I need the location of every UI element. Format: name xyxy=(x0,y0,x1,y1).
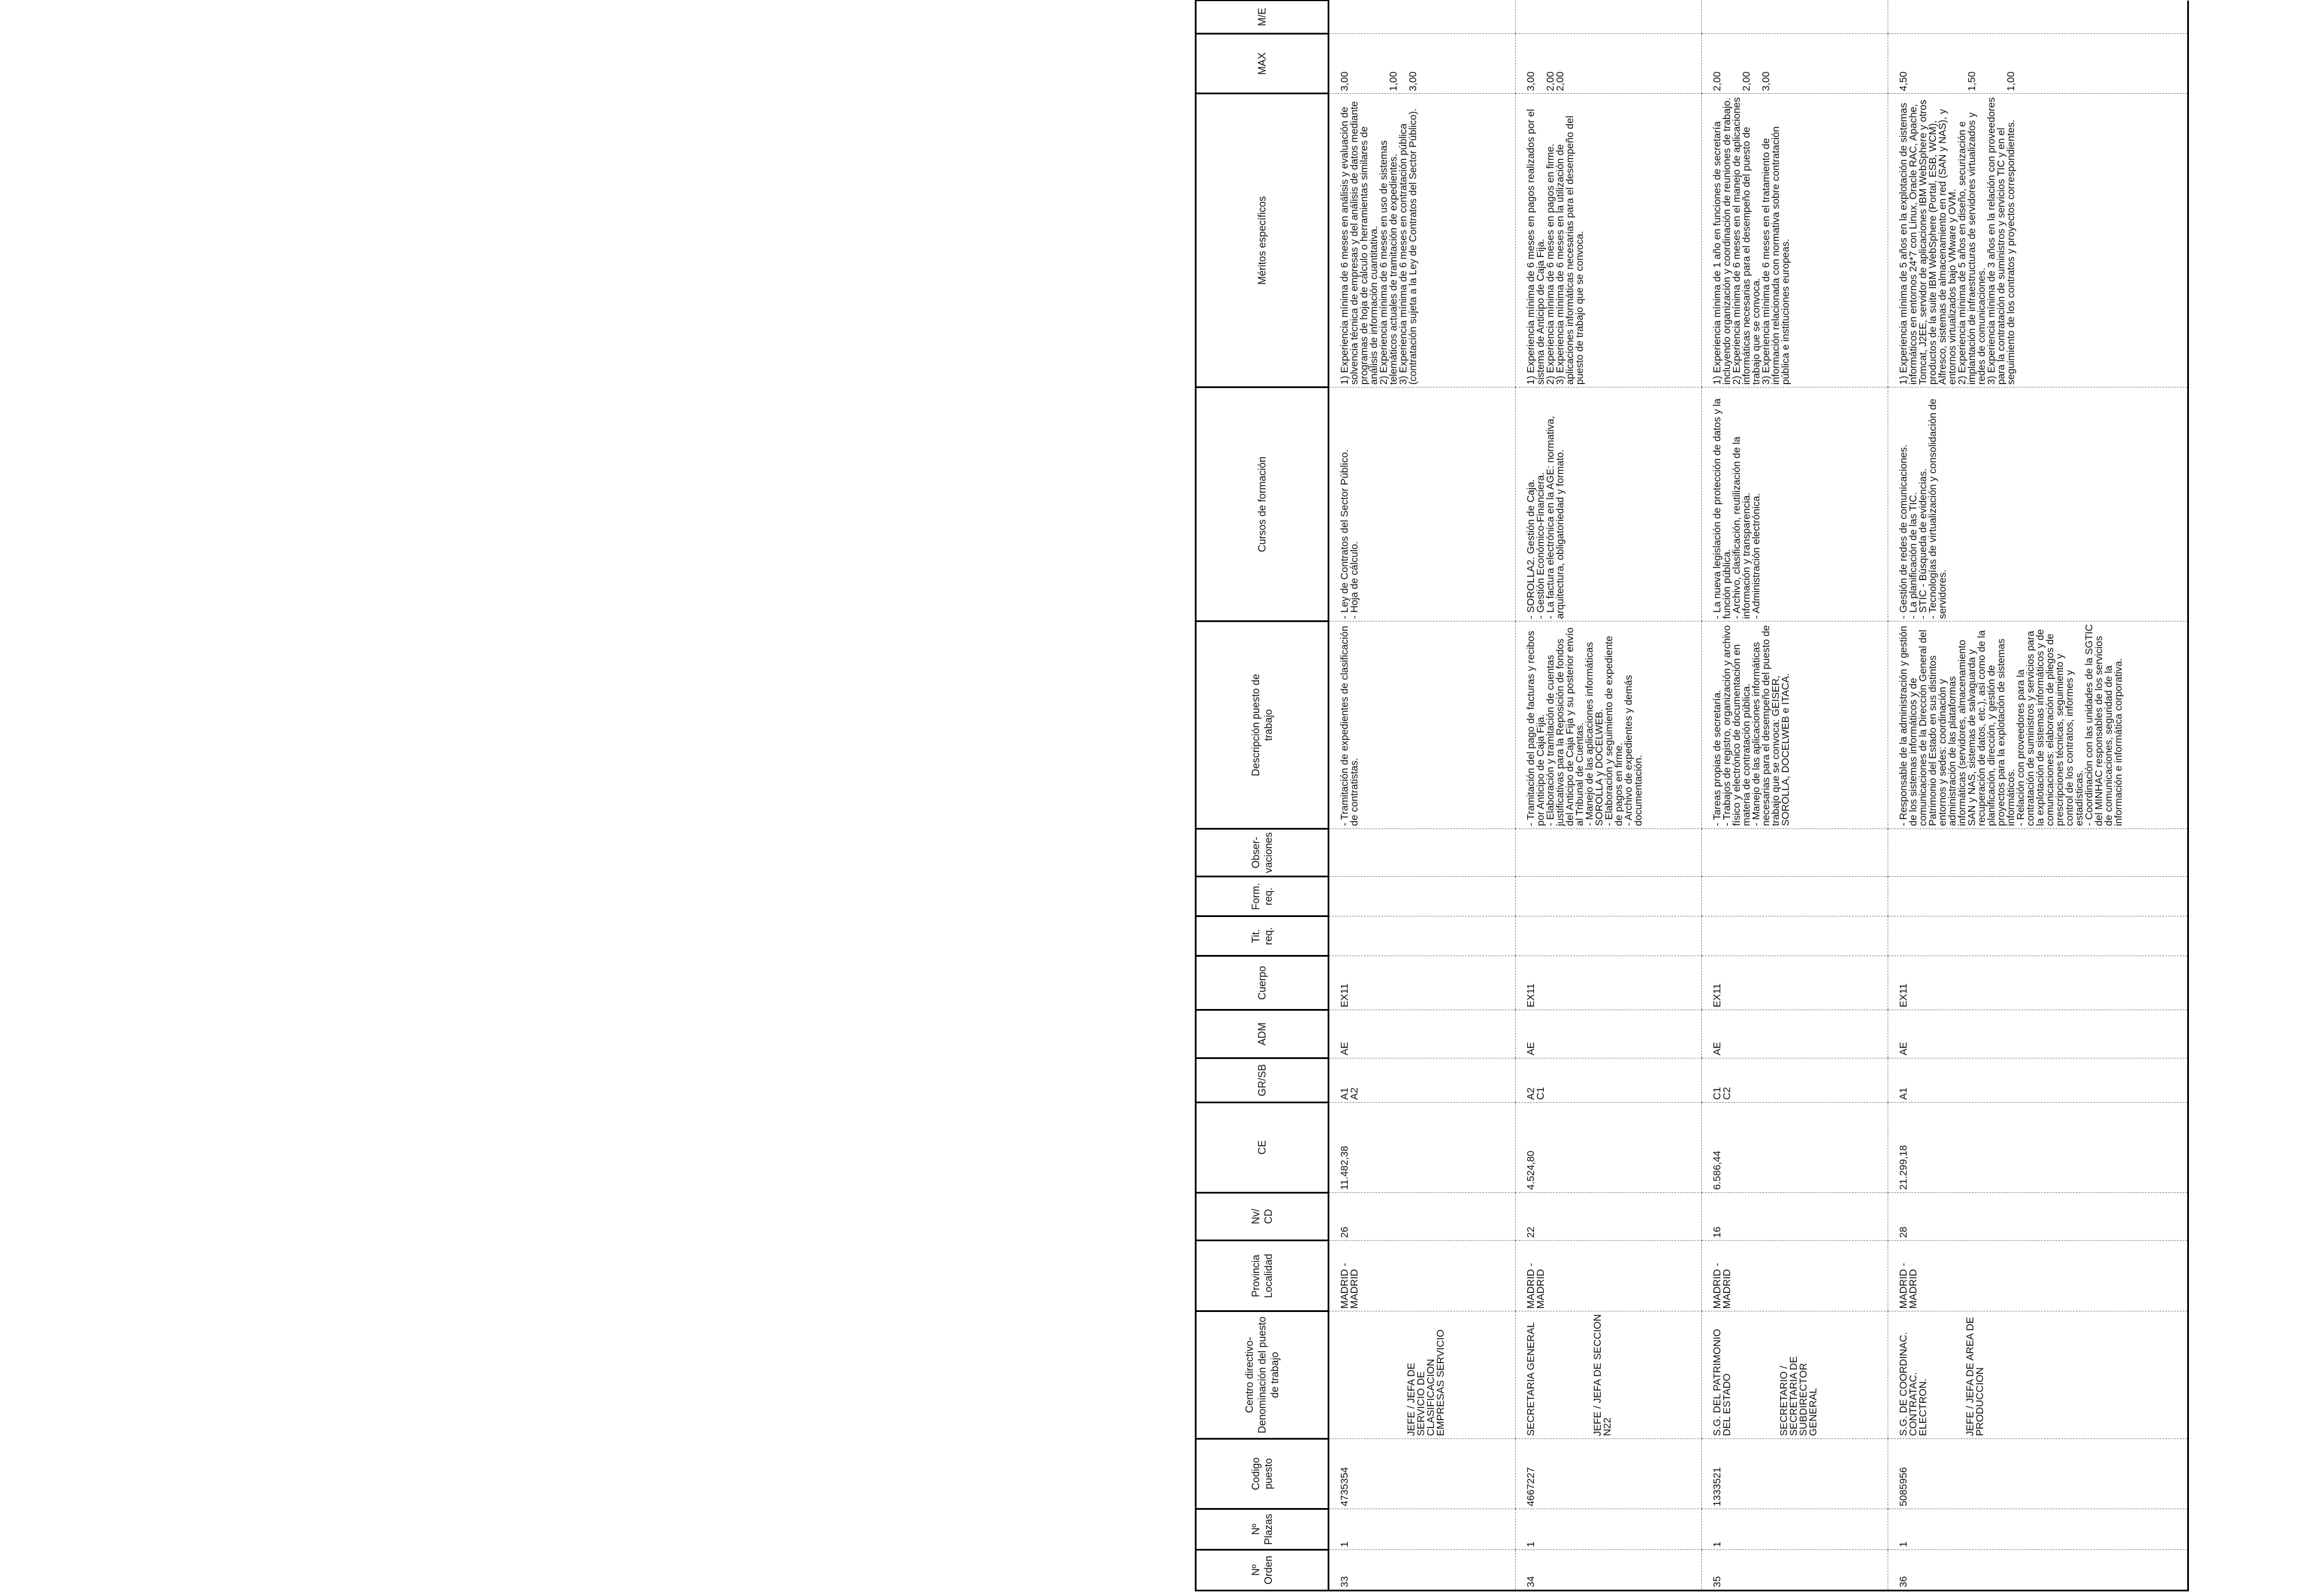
cell-orden: 33 xyxy=(1329,1549,1516,1590)
cell-obs xyxy=(1888,828,2188,877)
denominacion-puesto: JEFE / JEFA DE SECCION N22 xyxy=(1592,1314,1613,1436)
cell-ce: 21.299,18 xyxy=(1888,1102,2188,1192)
cell-cuerpo: EX11 xyxy=(1888,956,2188,1010)
cell-nivel: 16 xyxy=(1702,1192,1888,1241)
header-obs: Obser- vaciones xyxy=(1196,828,1329,877)
table-row xyxy=(1702,1,1888,1591)
cell-obs xyxy=(1329,828,1516,877)
header-descripcion: Descripción puesto de trabajo xyxy=(1196,621,1329,828)
header-tit: Tit. req. xyxy=(1196,916,1329,956)
denominacion-puesto: JEFE / JEFA DE SERVICIO DE CLASIFICACION EMPRESAS SERVICIO xyxy=(1405,1329,1446,1436)
cell-nivel: 28 xyxy=(1888,1192,2188,1241)
cell-max: 3,00 2,00 2,00 xyxy=(1516,34,1702,94)
cell-plazas: 1 xyxy=(1516,1509,1702,1549)
cell-adm: AE xyxy=(1516,1010,1702,1058)
cell-plazas: 1 xyxy=(1888,1509,2188,1549)
header-codigo: Codigo puesto xyxy=(1196,1438,1329,1509)
header-orden: Nº Orden xyxy=(1196,1549,1329,1590)
cell-descripcion: - Tramitación del pago de facturas y recibos por Anticipo de Caja Fija. - Elaboración y tramitación de cuentas justificativas para la Reposición de fondos del Anticipo de Caja Fija y su posterior envío al Tribunal de Cuentas. - Manejo de las aplicaciones informáticas SOROLLA y DOCELWEB. - Elaboración y seguimiento de expediente de pagos en firme. - Archivo de expedientes y demás documentación. xyxy=(1516,621,1702,828)
cell-codigo: 5085956 xyxy=(1888,1438,2188,1509)
cell-descripcion: - Tramitación de expedientes de clasificación de contratistas. xyxy=(1329,621,1516,828)
cell-orden: 36 xyxy=(1888,1549,2188,1590)
cell-max: 2,00 2,00 3,00 xyxy=(1702,34,1888,94)
header-max: MAX xyxy=(1196,34,1329,94)
table-row xyxy=(1329,1,1516,1591)
cell-tit xyxy=(1516,916,1702,956)
denominacion-puesto: JEFE / JEFA DE AREA DE PRODUCCION xyxy=(1964,1317,1985,1436)
cell-grsb: A1 A2 xyxy=(1329,1058,1516,1102)
cell-provincia: MADRID - MADRID xyxy=(1702,1241,1888,1311)
cell-me xyxy=(1702,1,1888,34)
cell-grsb: A2 C1 xyxy=(1516,1058,1702,1102)
cell-centro xyxy=(1516,1311,1702,1438)
cell-nivel: 22 xyxy=(1516,1192,1702,1241)
header-row xyxy=(1196,1,1329,1591)
cell-cuerpo: EX11 xyxy=(1516,956,1702,1010)
centro-directivo xyxy=(1340,1314,1406,1436)
cell-provincia: MADRID - MADRID xyxy=(1329,1241,1516,1311)
table-row xyxy=(1516,1,1702,1591)
cell-meritos: 1) Experiencia mínima de 6 meses en análisis y evaluación de solvencia técnica de empresas y del análisis de datos mediante programas de hoja de cálculo o herramientas similares de análisis de información cuantitativa. 2) Experiencia mínima de 6 meses en uso de sistemas telemáticos actuales de tramitación de expedientes. 3) Experiencia mínima de 6 meses en contratación pública (contratación sujeta a la Ley de Contratos del Sector Público). xyxy=(1329,94,1516,388)
cell-meritos: 1) Experiencia mínima de 1 año en funciones de secretaría incluyendo organización y coordinación de reuniones de trabajo. 2) Experiencia mínima de 6 meses en el manejo de aplicaciones informáticas necesarias para el desempeño del puesto de trabajo que se convoca. 3) Experiencia mínima de 6 meses en el tratamiento de información relacionada con normativa sobre contratación pública e instituciones europeas. xyxy=(1702,94,1888,388)
cell-me xyxy=(1888,1,2188,34)
cell-grsb: C1 C2 xyxy=(1702,1058,1888,1102)
cell-tit xyxy=(1702,916,1888,956)
header-grsb: GR/SB xyxy=(1196,1058,1329,1102)
cell-adm: AE xyxy=(1888,1010,2188,1058)
cell-centro xyxy=(1329,1311,1516,1438)
cell-meritos: 1) Experiencia mínima de 6 meses en pagos realizados por el sistema de Anticipo de Caja Fija. 2) Experiencia mínima de 6 meses en pagos en firme. 3) Experiencia mínima de 6 meses en la utilización de aplicaciones informáticas necesarias para el desempeño del puesto de trabajo que se convoca. xyxy=(1516,94,1702,388)
header-ce: CE xyxy=(1196,1102,1329,1192)
cell-centro xyxy=(1702,1311,1888,1438)
cell-ce: 6.586,44 xyxy=(1702,1102,1888,1192)
cell-me xyxy=(1516,1,1702,34)
cell-meritos: 1) Experiencia mínima de 5 años en la explotación de sistemas informáticos en entornos 24*7 con Linux, Oracle RAC, Apache, Tomcat, J2EE, servidor de aplicaciones IBM WebSphere y otros productos de la suite IBM WebSphere (Portal, ESB, WCM), Alfresco, sistemas de almacenamiento en red (SAN y NAS), y entornos virtualizados bajo VMware y OVM. 2) Experiencia mínima de 5 años en diseño, securización e implantación de infraestructuras de servidores virtualizados y redes de comunicaciones. 3) Experiencia mínima de 3 años en la relación con proveedores para la contratación de suministros y servicios TIC y en el seguimiento de los contratos y proyectos correspondientes. xyxy=(1888,94,2188,388)
header-centro: Centro directivo- Denominación del puesto de trabajo xyxy=(1196,1311,1329,1438)
cell-obs xyxy=(1516,828,1702,877)
cell-adm: AE xyxy=(1702,1010,1888,1058)
rotated-page xyxy=(1195,0,2316,1591)
centro-directivo: SECRETARIA GENERAL xyxy=(1525,1322,1536,1436)
cell-grsb: A1 xyxy=(1888,1058,2188,1102)
cell-plazas: 1 xyxy=(1329,1509,1516,1549)
cell-cuerpo: EX11 xyxy=(1702,956,1888,1010)
cell-max: 3,00 1,00 3,00 xyxy=(1329,34,1516,94)
cell-cursos: - Ley de Contratos del Sector Público. - Hoja de cálculo. xyxy=(1329,388,1516,621)
cell-codigo: 4667227 xyxy=(1516,1438,1702,1509)
header-adm: ADM xyxy=(1196,1010,1329,1058)
header-form: Form. req. xyxy=(1196,877,1329,916)
header-me: M/E xyxy=(1196,1,1329,34)
cell-codigo: 4735354 xyxy=(1329,1438,1516,1509)
cell-provincia: MADRID - MADRID xyxy=(1516,1241,1702,1311)
cell-obs xyxy=(1702,828,1888,877)
cell-codigo: 1333521 xyxy=(1702,1438,1888,1509)
header-cursos: Cursos de formación xyxy=(1196,388,1329,621)
header-nivel: Nv/ CD xyxy=(1196,1192,1329,1241)
cell-nivel: 26 xyxy=(1329,1192,1516,1241)
header-plazas: Nº Plazas xyxy=(1196,1509,1329,1549)
cell-cursos: - SOROLLA2. Gestión de Caja. - Gestión Económico-Financiera. - La factura electrónica en la AGE: normativa, arquitectura, obligatoriedad y formato. xyxy=(1516,388,1702,621)
cell-ce: 4.524,80 xyxy=(1516,1102,1702,1192)
cell-ce: 11.482,38 xyxy=(1329,1102,1516,1192)
puestos-table xyxy=(1195,0,2189,1591)
cell-centro xyxy=(1888,1311,2188,1438)
header-cuerpo: Cuerpo xyxy=(1196,956,1329,1010)
centro-directivo: S.G. DEL PATRIMONIO DEL ESTADO xyxy=(1711,1329,1732,1436)
cell-adm: AE xyxy=(1329,1010,1516,1058)
cell-cursos: - La nueva legislación de protección de datos y la función pública. - Archivo, clasificación, reutilización de la información y transparencia. - Administración electrónica. xyxy=(1702,388,1888,621)
cell-form xyxy=(1329,877,1516,916)
cell-tit xyxy=(1888,916,2188,956)
cell-cursos: - Gestión de redes de comunicaciones. - La planificación de las TIC. - STIC - Búsqueda de evidencias. - Tecnologías de virtualización y consolidación de servidores. xyxy=(1888,388,2188,621)
table-row xyxy=(1888,1,2188,1591)
header-meritos: Méritos específicos xyxy=(1196,94,1329,388)
header-provincia: Provincia Localidad xyxy=(1196,1241,1329,1311)
centro-directivo: S.G. DE COORDINAC. CONTRATAC. ELECTRON. xyxy=(1897,1332,1928,1436)
cell-provincia: MADRID - MADRID xyxy=(1888,1241,2188,1311)
cell-tit xyxy=(1329,916,1516,956)
cell-cuerpo: EX11 xyxy=(1329,956,1516,1010)
cell-form xyxy=(1516,877,1702,916)
cell-me xyxy=(1329,1,1516,34)
denominacion-puesto: SECRETARIO / SECRETARIA DE SUBDIRECTOR GENERAL xyxy=(1778,1356,1819,1436)
cell-descripcion: - Responsable de la administración y gestión de los sistemas informáticos y de comunicaciones de la Dirección General del Patrimonio del Estado en sus distintos entornos y sedes: coordinación y administración de las plataformas informáticas (servidores, almacenamiento SAN y NAS, sistemas de salvaguarda y recuperación de datos, etc.), así como de la planificación, dirección, y gestión de proyectos para la explotación de sistemas informáticos. - Relación con proveedores para la contratación de suministros y servicios para la explotación de sistemas informáticos y de comunicaciones: elaboración de pliegos de prescripciones técnicas, seguimiento y control de los contratos, informes y estadísticas. - Coordinación con las unidades de la SGTIC del MINHAC responsables de los servicios de comunicaciones, seguridad de la información e informática corporativa. xyxy=(1888,621,2188,828)
cell-orden: 34 xyxy=(1516,1549,1702,1590)
cell-orden: 35 xyxy=(1702,1549,1888,1590)
cell-descripcion: - Tareas propias de secretaría. - Trabajos de registro, organización y archivo físico y electrónico de documentación en materia de contratación pública. - Manejo de las aplicaciones informáticas necesarias para el desempeño del puesto de trabajo que se convoca: GEISER, SOROLLA, DOCELWEB e ITACA. xyxy=(1702,621,1888,828)
cell-form xyxy=(1702,877,1888,916)
cell-plazas: 1 xyxy=(1702,1509,1888,1549)
cell-max: 4,50 1,50 1,00 xyxy=(1888,34,2188,94)
cell-form xyxy=(1888,877,2188,916)
